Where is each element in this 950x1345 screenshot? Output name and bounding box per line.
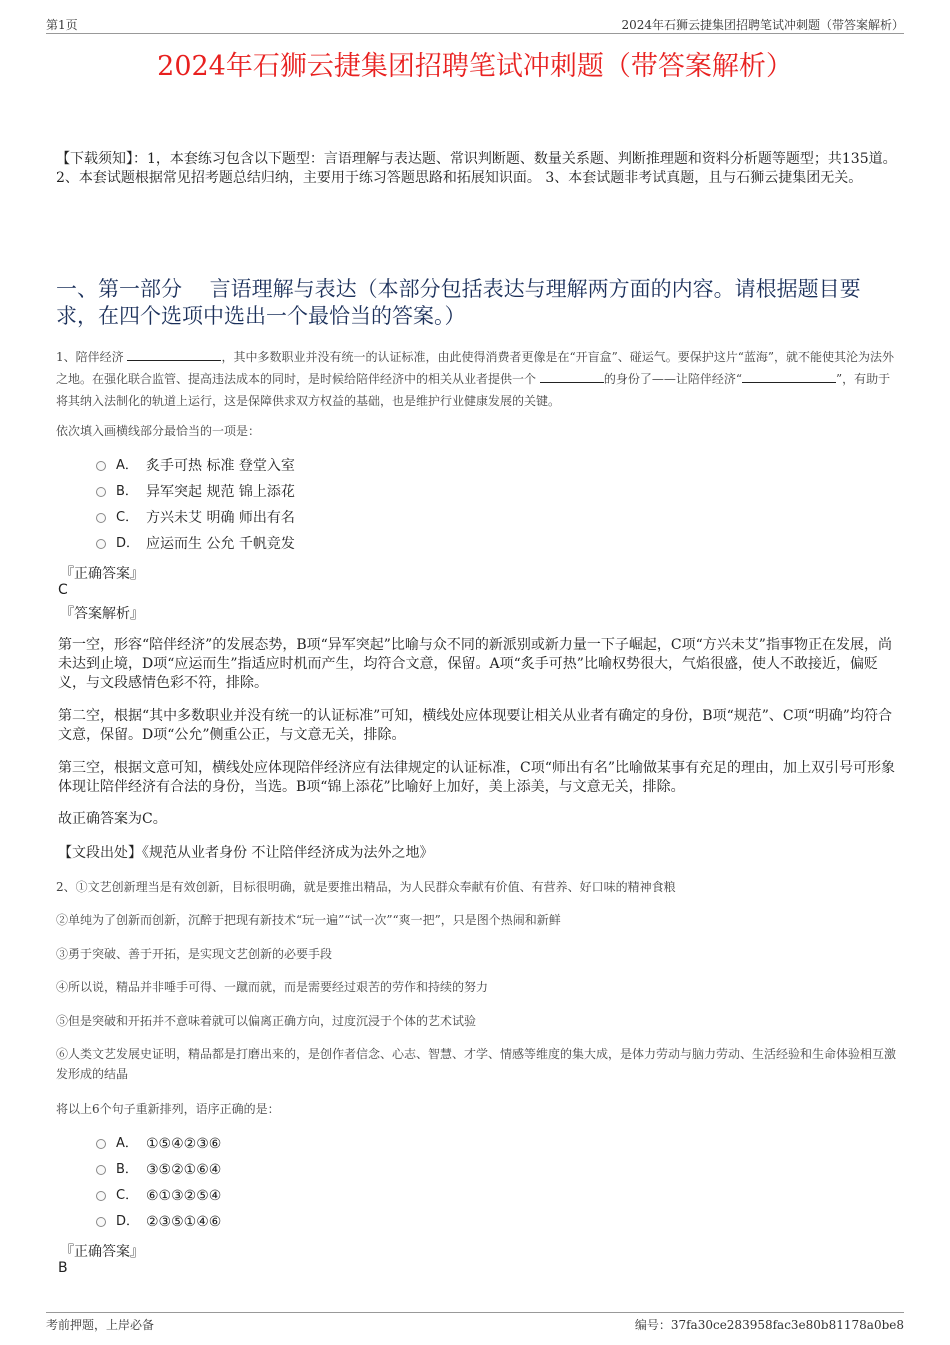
option-d[interactable]: D． ②③⑤①④⑥: [96, 1209, 221, 1235]
sentence-item: ②单纯为了创新而创新，沉醉于把现有新技术“玩一遍”“试一次”“爽一把”，只是图个热闹和新鲜: [56, 913, 561, 927]
footer-serial: 编号：37fa30ce283958fac3e80b81178a0be8: [634, 1318, 904, 1332]
radio-icon[interactable]: [96, 1139, 106, 1149]
footer-slogan: 考前押题，上岸必备: [46, 1318, 155, 1332]
option-b[interactable]: B． 异军突起 规范 锦上添花: [96, 479, 295, 505]
question-1-options: [96, 453, 295, 557]
answer-value: C: [58, 582, 68, 598]
blank-2: [540, 369, 604, 383]
page-header: [46, 14, 904, 34]
question-2-prompt: 将以上6个句子重新排列，语序正确的是：: [56, 1102, 280, 1116]
header-doc-title: 2024年石狮云捷集团招聘笔试冲刺题（带答案解析）: [621, 18, 904, 32]
question-2-options: [96, 1131, 221, 1235]
question-1-prompt: 依次填入画横线部分最恰当的一项是：: [56, 424, 261, 438]
analysis-paragraph: 第二空，根据“其中多数职业并没有统一的认证标准”可知，横线处应体现要让相关从业者有确定的身份，B项“规范”、C项“明确”均符合文意，保留。D项“公允”侧重公正，与文意无关，排除。: [58, 708, 892, 743]
question-1-stem: 1、陪伴经济 ，其中多数职业并没有统一的认证标准，由此使得消费者更像是在“开盲盒”、碰运气。要保护这片“蓝海”，就不能使其沦为法外之地。在强化联合监管、提高违法成本的同时，是时候给陪伴经济中的相关从业者提供一个 的身份了——让陪伴经济“ ”，有助于将其纳入法制化的轨道上运行，这是保障供求双方权益的基础，也是维护行业健康发展的关键。: [56, 346, 900, 412]
option-a[interactable]: A． ①⑤④②③⑥: [96, 1131, 221, 1157]
answer-value: B: [58, 1260, 68, 1276]
sentence-item: 2、①文艺创新理当是有效创新，目标很明确，就是要推出精品，为人民群众奉献有价值、有营养、好口味的精神食粮: [56, 880, 676, 894]
radio-icon[interactable]: [96, 1165, 106, 1175]
sentence-item: ⑥人类文艺发展史证明，精品都是打磨出来的，是创作者信念、心志、智慧、才学、情感等维度的集大成，是体力劳动与脑力劳动、生活经验和生命体验相互激发形成的结晶: [56, 1047, 897, 1081]
download-notice: 【下载须知】：1，本套练习包含以下题型：言语理解与表达题、常识判断题、数量关系题、判断推理题和资料分析题等题型；共135道。 2、本套试题根据常见招考题总结归纳，主要用于练习答题思路和拓展知识面。 3、本套试题非考试真题，且与石狮云捷集团无关。: [56, 151, 897, 186]
option-b[interactable]: B． ③⑤②①⑥④: [96, 1157, 221, 1183]
option-c[interactable]: C． 方兴未艾 明确 师出有名: [96, 505, 295, 531]
sentence-item: ⑤但是突破和开拓并不意味着就可以偏离正确方向，过度沉浸于个体的艺术试验: [56, 1014, 477, 1028]
radio-icon[interactable]: [96, 1217, 106, 1227]
radio-icon[interactable]: [96, 487, 106, 497]
analysis-conclusion: 故正确答案为C。: [58, 811, 167, 827]
source-citation: 【文段出处】《规范从业者身份 不让陪伴经济成为法外之地》: [58, 845, 434, 861]
document-title: 2024年石狮云捷集团招聘笔试冲刺题（带答案解析）: [157, 51, 793, 82]
blank-3: [742, 369, 836, 383]
page-number: 第1页: [46, 18, 78, 32]
answer-label: 『正确答案』: [60, 1244, 144, 1260]
blank-1: [127, 347, 221, 361]
section-title: 一、第一部分 言语理解与表达（本部分包括表达与理解两方面的内容。请根据题目要求，在四个选项中选出一个最恰当的答案。）: [56, 277, 861, 328]
sentence-item: ③勇于突破、善于开拓，是实现文艺创新的必要手段: [56, 947, 333, 961]
analysis-label: 『答案解析』: [60, 606, 144, 622]
analysis-paragraph: 第一空，形容“陪伴经济”的发展态势，B项“异军突起”比喻与众不同的新派别或新力量一下子崛起，C项“方兴未艾”指事物正在发展，尚未达到止境，D项“应运而生”指适应时机而产生，均符合文意，保留。A项“炙手可热”比喻权势很大，气焰很盛，使人不敢接近，偏贬义，与文段感情色彩不符，排除。: [58, 637, 892, 691]
radio-icon[interactable]: [96, 513, 106, 523]
analysis-paragraph: 第三空，根据文意可知，横线处应体现陪伴经济应有法律规定的认证标准，C项“师出有名”比喻做某事有充足的理由，加上双引号可形象体现让陪伴经济有合法的身份，当选。B项“锦上添花”比喻好上加好，美上添美，与文意无关，排除。: [58, 760, 896, 795]
answer-label: 『正确答案』: [60, 566, 144, 582]
page-footer: [46, 1312, 904, 1334]
sentence-item: ④所以说，精品并非唾手可得、一蹴而就，而是需要经过艰苦的劳作和持续的努力: [56, 980, 489, 994]
radio-icon[interactable]: [96, 1191, 106, 1201]
option-c[interactable]: C． ⑥①③②⑤④: [96, 1183, 221, 1209]
option-d[interactable]: D． 应运而生 公允 千帆竞发: [96, 531, 295, 557]
option-a[interactable]: A． 炙手可热 标准 登堂入室: [96, 453, 295, 479]
radio-icon[interactable]: [96, 539, 106, 549]
radio-icon[interactable]: [96, 461, 106, 471]
